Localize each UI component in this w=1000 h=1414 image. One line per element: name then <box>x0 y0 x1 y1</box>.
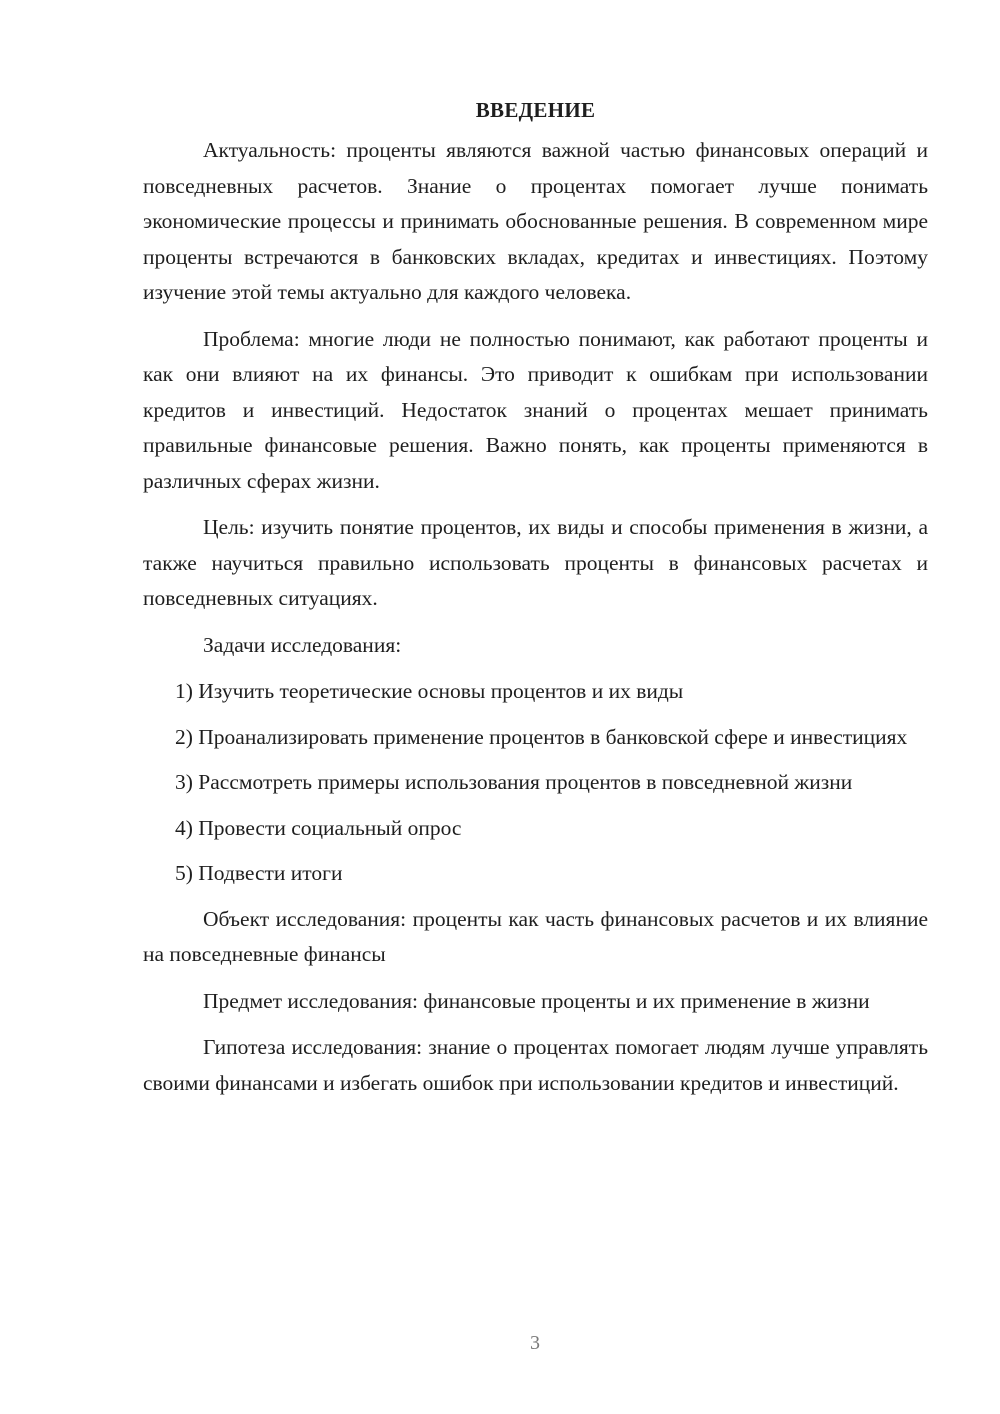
task-item: 2) Проанализировать применение процентов в банковской сфере и инвестициях <box>175 724 908 749</box>
section-title: ВВЕДЕНИЕ <box>475 98 596 122</box>
tasks-heading: Задачи исследования: <box>203 632 402 657</box>
paragraph-relevance: Актуальность: проценты являются важной частью финансовых операций и повседневных расчетов. Знание о процентах помогает лучше понимать экономические процессы и принимать обоснованные решения. В современном мире проценты встречаются в банковских вкладах, кредитах и инвестициях. Поэтому изучение этой темы актуально для каждого человека. <box>143 138 928 304</box>
paragraph-subject: Предмет исследования: финансовые проценты и их применение в жизни <box>203 988 870 1013</box>
document-page <box>143 88 928 1112</box>
page-number: 3 <box>530 1332 540 1354</box>
paragraph-goal: Цель: изучить понятие процентов, их виды и способы применения в жизни, а также научиться правильно использовать проценты в финансовых расчетах и повседневных ситуациях. <box>143 515 928 610</box>
task-item: 5) Подвести итоги <box>175 861 343 885</box>
task-item: 4) Провести социальный опрос <box>175 815 462 840</box>
task-item: 1) Изучить теоретические основы процентов и их виды <box>175 679 684 703</box>
paragraph-hypothesis: Гипотеза исследования: знание о процентах помогает людям лучше управлять своими финансами и избегать ошибок при использовании кредитов и инвестиций. <box>143 1035 928 1095</box>
task-item: 3) Рассмотреть примеры использования процентов в повседневной жизни <box>175 770 853 794</box>
paragraph-problem: Проблема: многие люди не полностью понимают, как работают проценты и как они влияют на их финансы. Это приводит к ошибкам при использовании кредитов и инвестиций. Недостаток знаний о процентах мешает принимать правильные финансовые решения. Важно понять, как проценты применяются в различных сферах жизни. <box>143 326 928 493</box>
paragraph-object: Объект исследования: проценты как часть финансовых расчетов и их влияние на повседневные финансы <box>143 906 928 966</box>
